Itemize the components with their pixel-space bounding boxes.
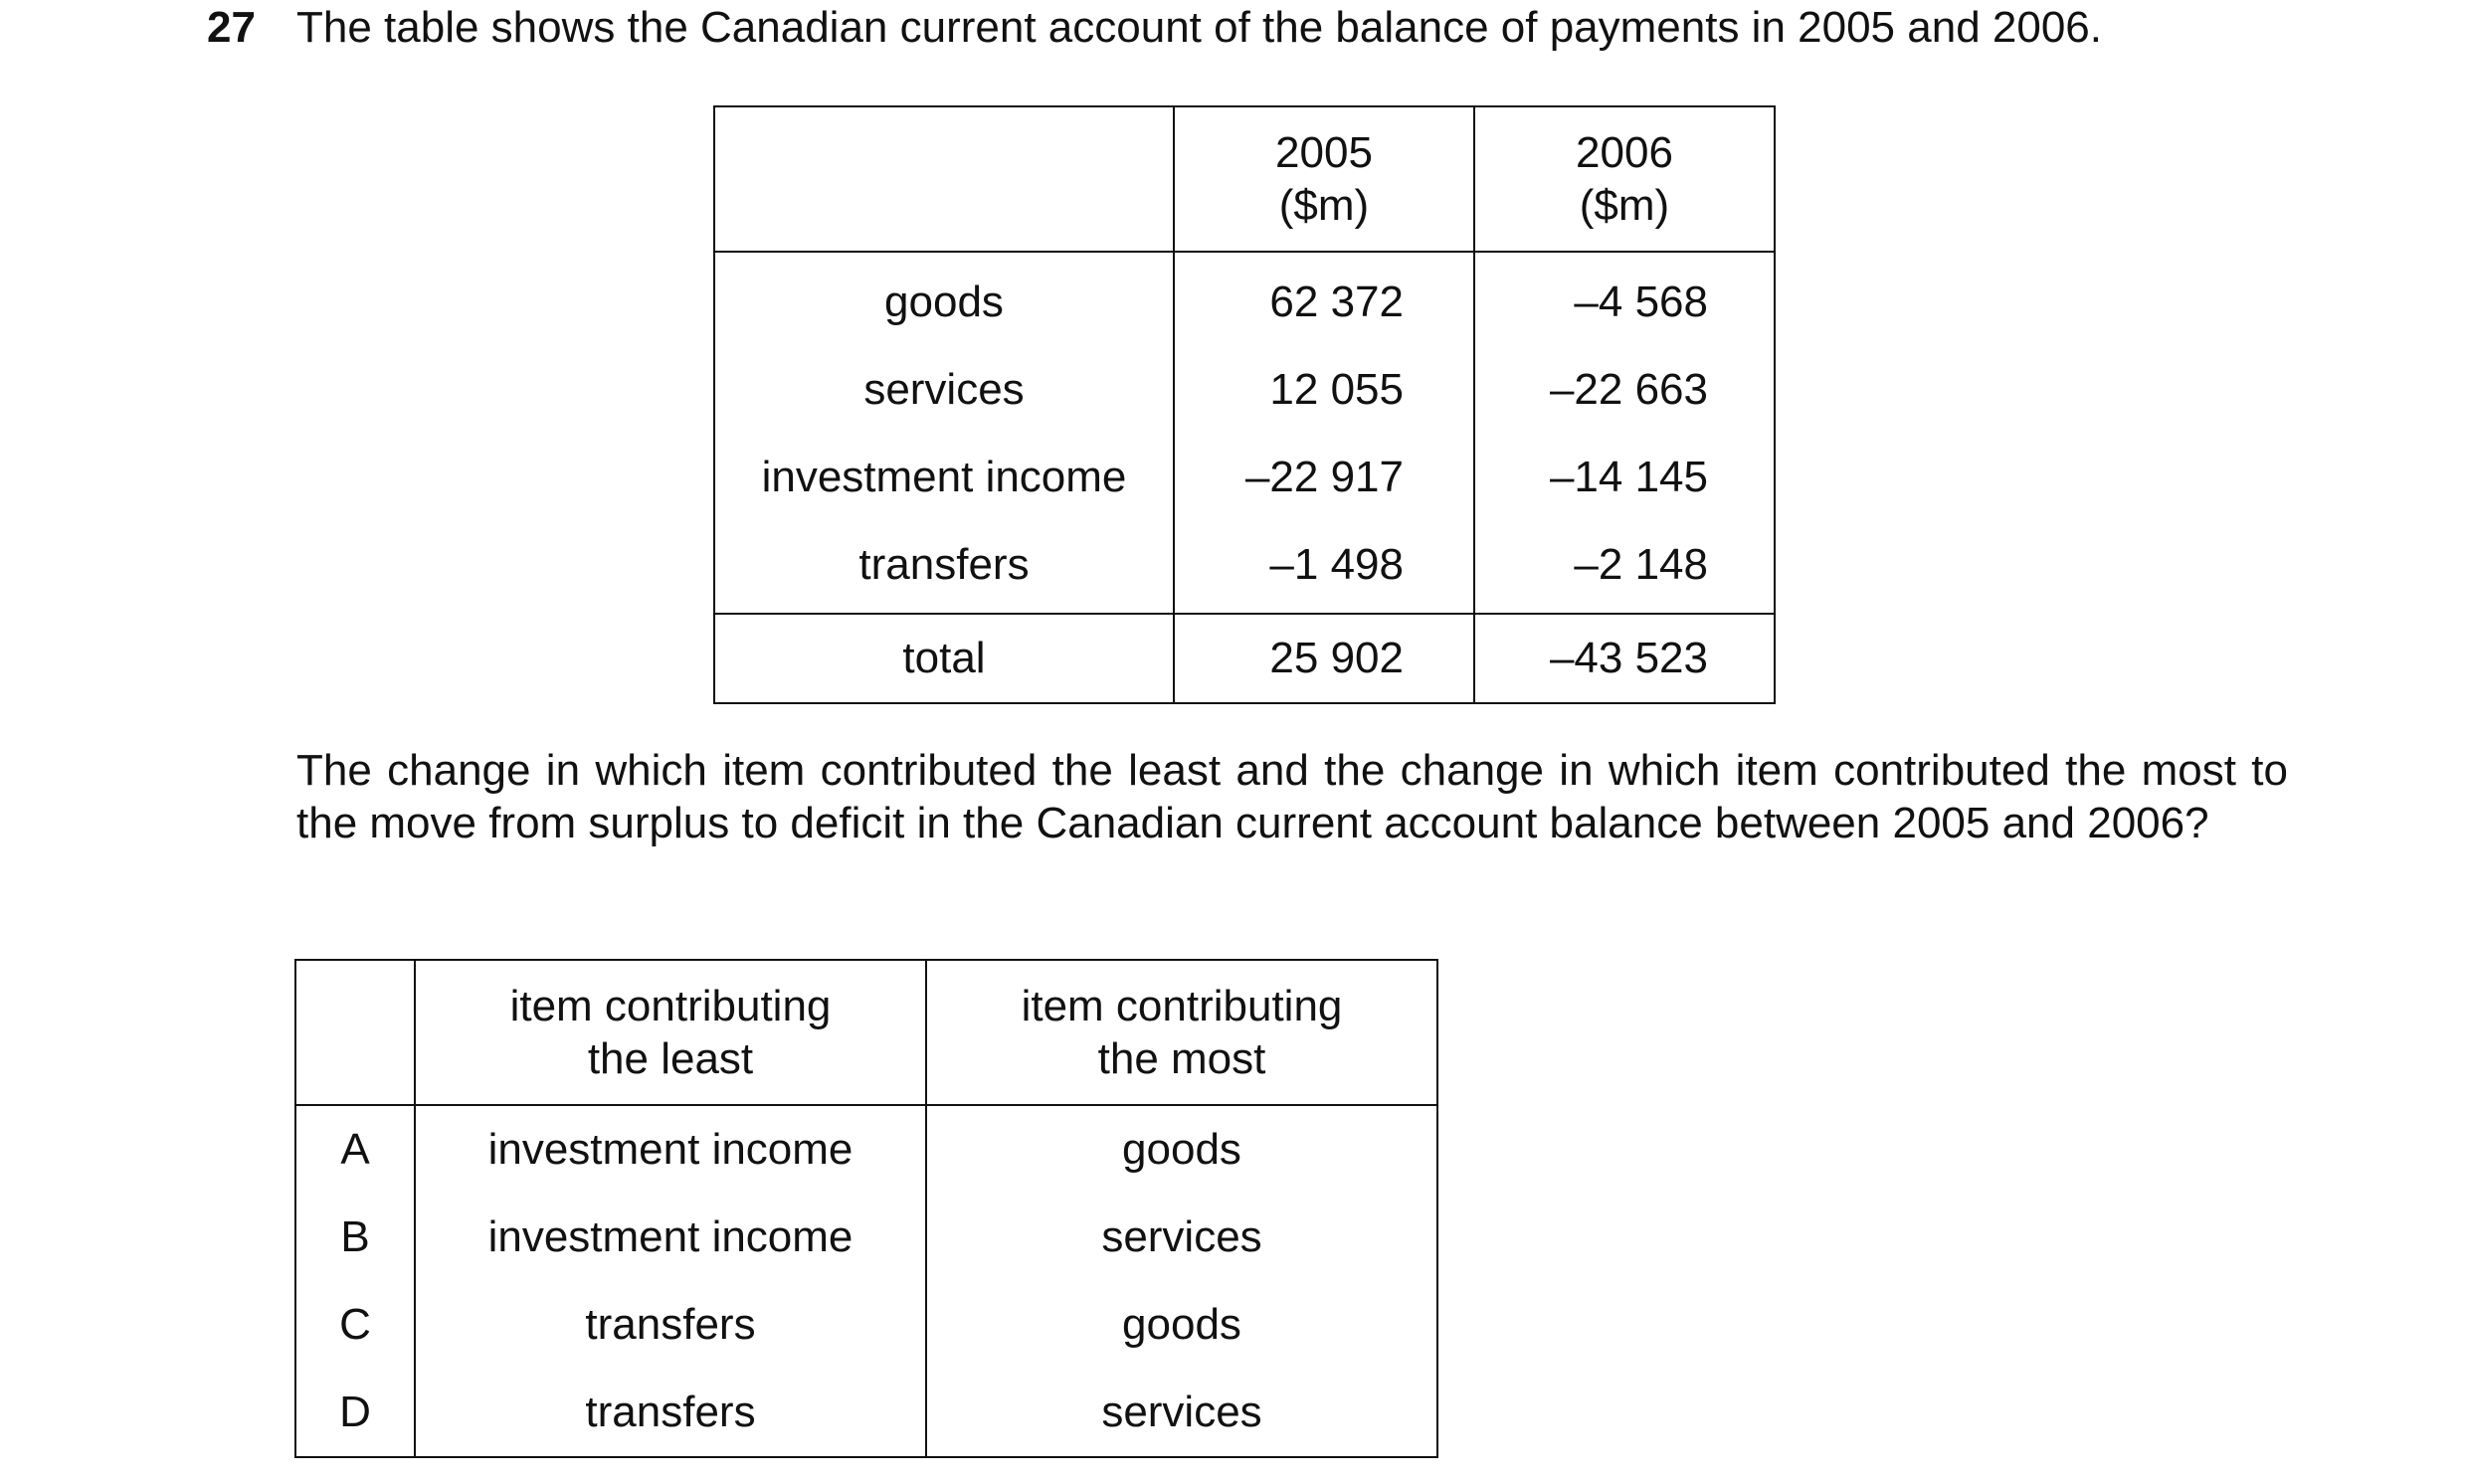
table-row <box>714 346 1775 434</box>
total-label: total <box>714 614 1174 703</box>
option-least-item: investment income <box>415 1105 926 1194</box>
header-item-cell <box>714 106 1174 252</box>
row-value-2005: 62 372 <box>1174 252 1474 346</box>
option-most-item: goods <box>926 1281 1437 1369</box>
header-2006-year: 2006 <box>1576 128 1673 177</box>
row-item-label: investment income <box>714 434 1174 521</box>
row-value-2005: –1 498 <box>1174 521 1474 614</box>
option-letter: A <box>295 1105 415 1194</box>
table-row <box>714 252 1775 346</box>
header-2005-unit: ($m) <box>1278 181 1370 230</box>
question-number: 27 <box>207 3 256 52</box>
table-header-row <box>714 106 1775 252</box>
row-item-label: transfers <box>714 521 1174 614</box>
option-least-item: transfers <box>415 1281 926 1369</box>
option-least-item: transfers <box>415 1369 926 1457</box>
table-row <box>714 521 1775 614</box>
header-2006-cell <box>1474 106 1775 252</box>
options-header-least-line1: item contributing <box>509 982 832 1030</box>
total-value-2005: 25 902 <box>1174 614 1474 703</box>
row-item-label: services <box>714 346 1174 434</box>
options-header-most <box>926 960 1437 1105</box>
options-header-letter <box>295 960 415 1105</box>
answer-options-table <box>294 959 1438 1458</box>
options-header-most-line2: the most <box>1097 1034 1266 1083</box>
current-account-table <box>713 105 1776 704</box>
header-2006-unit: ($m) <box>1579 181 1670 230</box>
header-2005-cell <box>1174 106 1474 252</box>
answer-option-c[interactable] <box>295 1281 1437 1369</box>
row-value-2006: –4 568 <box>1474 252 1775 346</box>
option-least-item: investment income <box>415 1194 926 1281</box>
total-value-2006: –43 523 <box>1474 614 1775 703</box>
answer-option-a[interactable] <box>295 1105 1437 1194</box>
options-header-least <box>415 960 926 1105</box>
row-item-label: goods <box>714 252 1174 346</box>
question-prompt: The change in which item contributed the least and the change in which item contributed the most to the move from surplus to deficit in the Canadian current account balance between 2005 and 2006? <box>296 746 2288 847</box>
table-row <box>714 434 1775 521</box>
options-header-row <box>295 960 1437 1105</box>
question-stem: The table shows the Canadian current account of the balance of payments in 2005 and 2006. <box>296 3 2102 52</box>
row-value-2005: 12 055 <box>1174 346 1474 434</box>
option-most-item: goods <box>926 1105 1437 1194</box>
answer-option-b[interactable] <box>295 1194 1437 1281</box>
options-header-least-line2: the least <box>587 1034 754 1083</box>
options-header-most-line1: item contributing <box>1021 982 1343 1030</box>
option-most-item: services <box>926 1369 1437 1457</box>
row-value-2006: –2 148 <box>1474 521 1775 614</box>
table-total-row <box>714 614 1775 703</box>
option-letter: C <box>295 1281 415 1369</box>
header-2005-year: 2005 <box>1275 128 1373 177</box>
row-value-2006: –14 145 <box>1474 434 1775 521</box>
option-letter: D <box>295 1369 415 1457</box>
option-most-item: services <box>926 1194 1437 1281</box>
answer-option-d[interactable] <box>295 1369 1437 1457</box>
option-letter: B <box>295 1194 415 1281</box>
row-value-2006: –22 663 <box>1474 346 1775 434</box>
row-value-2005: –22 917 <box>1174 434 1474 521</box>
